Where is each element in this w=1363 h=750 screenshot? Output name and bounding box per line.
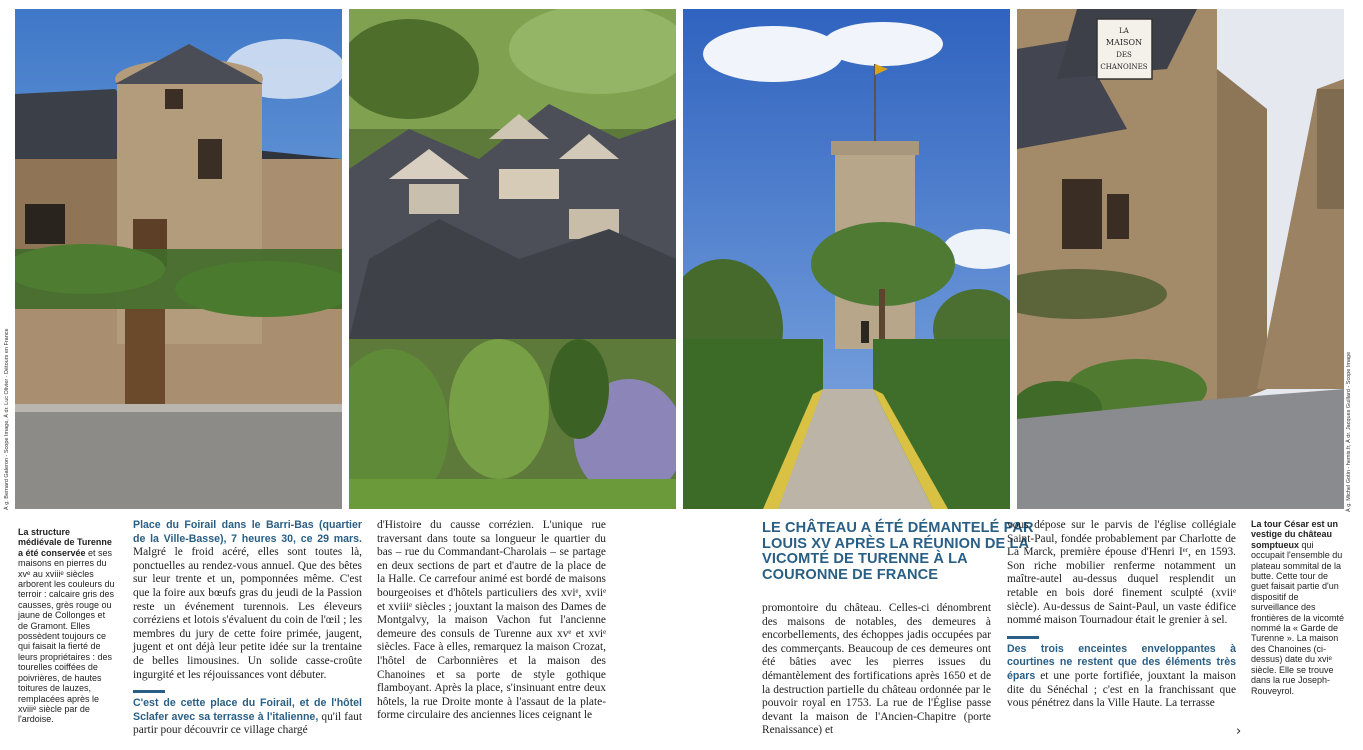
col1-lead-2: C'est de cette place du Foirail, et de l'hôtel Sclafer avec sa terrasse à l'italienne, xyxy=(133,697,362,723)
col2-text: d'Histoire du causse corrézien. L'unique rue traversant dans toute sa longueur le quartier du bas – rue du Commandant-Charolais – se partage en deux sections de part et d'autre de la place de la Halle. Ce carrefour animé est bordé de maisons bourgeoises et d'hôtels particuliers des xviᵉ, xviiᵉ et xviiiᵉ siècles ; jouxtant la maison des Dames de Montgalvy, la maison Vachon fut l'ancienne demeure des consuls de Turenne aux xvᵉ et xviᵉ siècles. Face à elles, remarquez la maison Crozat, l'hôtel de Carbonnières et la maison des Chanoines et sa porte de style gothique flamboyant. Après la place, s'insinuant entre deux hôtels, la rue Droite monte à l'assaut de la plate-forme circulaire des anciennes lices ceignant le xyxy=(377,519,606,722)
col4-text-2: et une porte fortifiée, jouxtant la maison dite du Sénéchal ; c'est en la franchissant que vous pénétrez dans la Ville Haute. La terrasse xyxy=(1007,669,1236,710)
article-column-1 xyxy=(133,519,362,738)
article-column-3 xyxy=(762,602,991,738)
caption-left-text: et ses maisons en pierres du xvᵉ au xviiiᵉ siècles arborent les couleurs du terroir : calcaire gris des causses, grès rouge ou jaune de Collonges et de Gramont. Elles possèdent toujours ce qui faisait la fierté de leurs propriétaires : des tourelles coiffées de poivrières, de hautes toitures de lauzes, remplacées après le xviiiᵉ siècle par de l'ardoise. xyxy=(18,547,115,725)
caption-right-lead: La tour César est un vestige du château somptueux xyxy=(1251,519,1339,550)
caption-right xyxy=(1251,519,1347,696)
article-column-4 xyxy=(1007,519,1236,711)
col3-text: promontoire du château. Celles-ci dénombrent des maisons de notables, des demeures à encorbellements, des échoppes jadis occupées par des commerçants. Beaucoup de ces demeures ont été bâties avec les pierres issues du démantèlement des fortifications après 1650 et de la destruction partielle du château ordonnée par le pouvoir royal en 1753. La rue de l'Église passe devant la maison de l'Ancien-Chapitre (porte Renaissance) et xyxy=(762,602,991,737)
photo-village-rooftops xyxy=(349,9,676,509)
sign-line-1: LA xyxy=(1119,27,1129,35)
pull-quote: LE CHÂTEAU A ÉTÉ DÉMANTELÉ PAR LOUIS XV APRÈS LA RÉUNION DE LA VICOMTÉ DE TURENNE À LA COURONNE DE FRANCE xyxy=(762,520,1034,583)
col4-text: vous dépose sur le parvis de l'église collégiale Saint-Paul, fondée probablement par Charlotte de La Marck, première épouse d'Henri Iᵉʳ, en 1593. Son riche mobilier renferme notamment un maître-autel au-dessus duquel resplendit un retable en bois doré finement sculpté (xviiᵉ siècle). Au-dessus de Saint-Paul, un vaste édifice nommé maison Tournadour était le grenier à sel. xyxy=(1007,519,1236,627)
photo-credit-left: À g. Bernard Galeron - Scope Image, À dr. Luc Olivier - Détours en France xyxy=(4,328,10,510)
continue-arrow-icon[interactable]: › xyxy=(1236,724,1242,739)
section-rule-2 xyxy=(1007,636,1039,639)
photo-maison-des-chanoines xyxy=(1017,9,1344,509)
col4-lead: Des trois enceintes enveloppantes à courtines ne restent que des éléments très épars xyxy=(1007,642,1236,682)
caption-right-text: qui occupait l'ensemble du plateau sommital de la butte. Cette tour de guet faisait partie d'un dispositif de surveillance des frontières de la vicomté nommé la « Garde de Turenne ». La maison des Chanoines (ci-dessus) date du xviᵉ siècle. Elle se trouve dans la rue Joseph-Rouveyrol. xyxy=(1251,539,1345,696)
col1-text: Malgré le froid acéré, elles sont toutes là, ponctuelles au rendez-vous annuel. Que des bêtes sur leur trente et un, pomponnées même. C'est que la foire aux bœufs gras du jeudi de la Passion reste un événement turennois. Les éleveurs corréziens et lotois s'évaluent du coin de l'œil ; les membres du jury de cette foire primée, jaugent, jugent et ont déjà leur petite idée sur la trentaine de belles limousines. Un solide casse-croûte ingurgité et les réjouissances vont débuter. xyxy=(133,546,362,681)
sign-line-2: MAISON xyxy=(1105,38,1143,47)
sign-line-3: DES xyxy=(1116,51,1132,59)
col1-text-2: qu'il faut partir pour découvrir ce village chargé xyxy=(133,710,363,737)
photo-credit-right: À g. Michel Gotin - hemis.fr, À dr. Jacques Guillard - Scope Image xyxy=(1346,351,1352,512)
caption-left-lead: La structure médiévale de Turenne a été conservée xyxy=(18,527,112,558)
photo-tour-cesar xyxy=(683,9,1010,509)
col1-lead: Place du Foirail dans le Barri-Bas (quartier de la Ville-Basse), 7 heures 30, ce 29 mars. xyxy=(133,519,362,545)
caption-left xyxy=(18,527,116,725)
photo-tower-house xyxy=(15,9,342,509)
section-rule xyxy=(133,690,165,693)
sign-line-4: CHANOINES xyxy=(1100,63,1148,71)
article-column-2 xyxy=(377,519,606,723)
